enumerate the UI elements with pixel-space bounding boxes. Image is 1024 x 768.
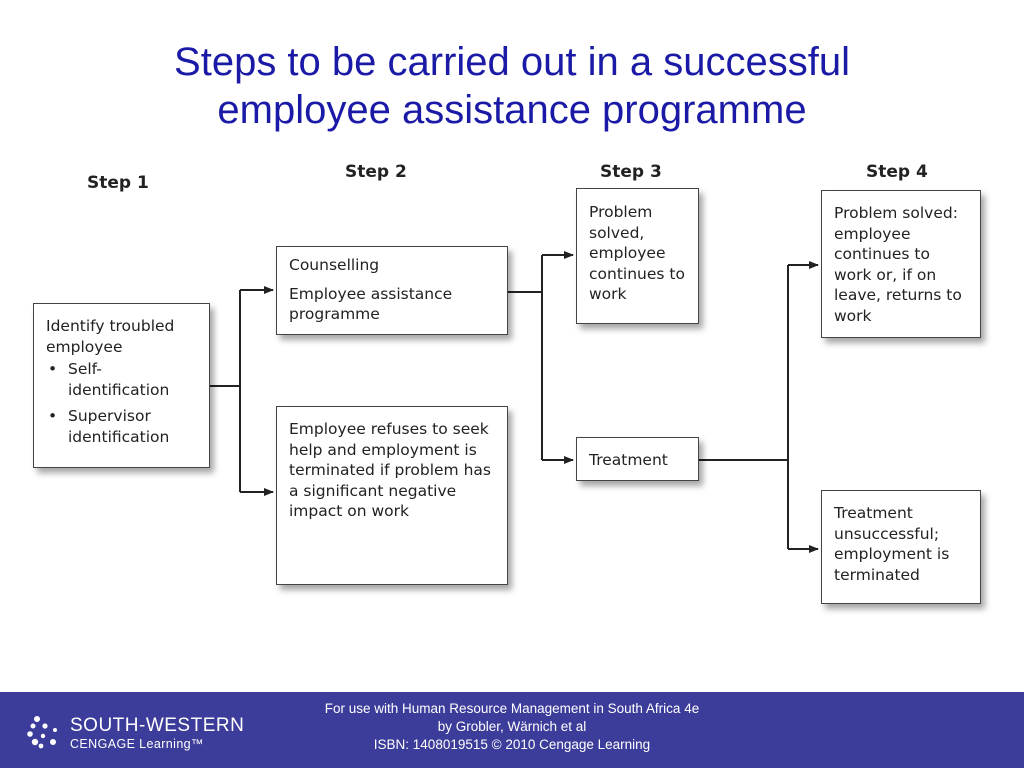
returns-to-work-box (821, 190, 981, 338)
brand-cengage-learning: CENGAGE Learning™ (70, 737, 204, 751)
credit-line-3: ISBN: 1408019515 © 2010 Cengage Learning (373, 737, 651, 752)
step-2-label: Step 2 (345, 162, 407, 182)
treatment-text: Treatment (589, 451, 668, 469)
counselling-box (276, 246, 508, 335)
eap-label: Employee assistance programme (289, 284, 453, 323)
step-1-label: Step 1 (87, 173, 149, 193)
credit-line-1: For use with Human Resource Management in South Africa 4e (324, 701, 700, 716)
treatment-box (576, 437, 699, 481)
refuses-help-text: Employee refuses to seek help and employment is terminated if problem has a significant negative impact on work (289, 420, 491, 520)
identify-employee-box (33, 303, 210, 468)
step-3-label: Step 3 (600, 162, 662, 182)
returns-to-work-text: Problem solved: employee continues to work or, if on leave, returns to work (834, 204, 962, 325)
bullet-supervisor-identification: • Supervisor identification (68, 406, 199, 447)
identify-heading: Identify troubled employee (46, 317, 175, 356)
treatment-unsuccessful-text: Treatment unsuccessful; employment is terminated (834, 504, 950, 584)
refuses-help-box (276, 406, 508, 585)
credit-line-2: by Grobler, Wärnich et al (437, 719, 587, 734)
title-line-1: Steps to be carried out in a successful (174, 40, 850, 84)
footer-credit (270, 700, 754, 754)
bullet-self-identification: • Self-identification (68, 359, 199, 400)
treatment-unsuccessful-box (821, 490, 981, 604)
problem-solved-box (576, 188, 699, 324)
counselling-label: Counselling (289, 256, 380, 274)
identification-list (46, 359, 199, 447)
problem-solved-text: Problem solved, employee continues to work (589, 203, 685, 303)
title-line-2: employee assistance programme (217, 88, 807, 132)
brand-south-western: SOUTH-WESTERN (70, 715, 245, 736)
step-4-label: Step 4 (866, 162, 928, 182)
cengage-logo-icon (26, 712, 66, 756)
